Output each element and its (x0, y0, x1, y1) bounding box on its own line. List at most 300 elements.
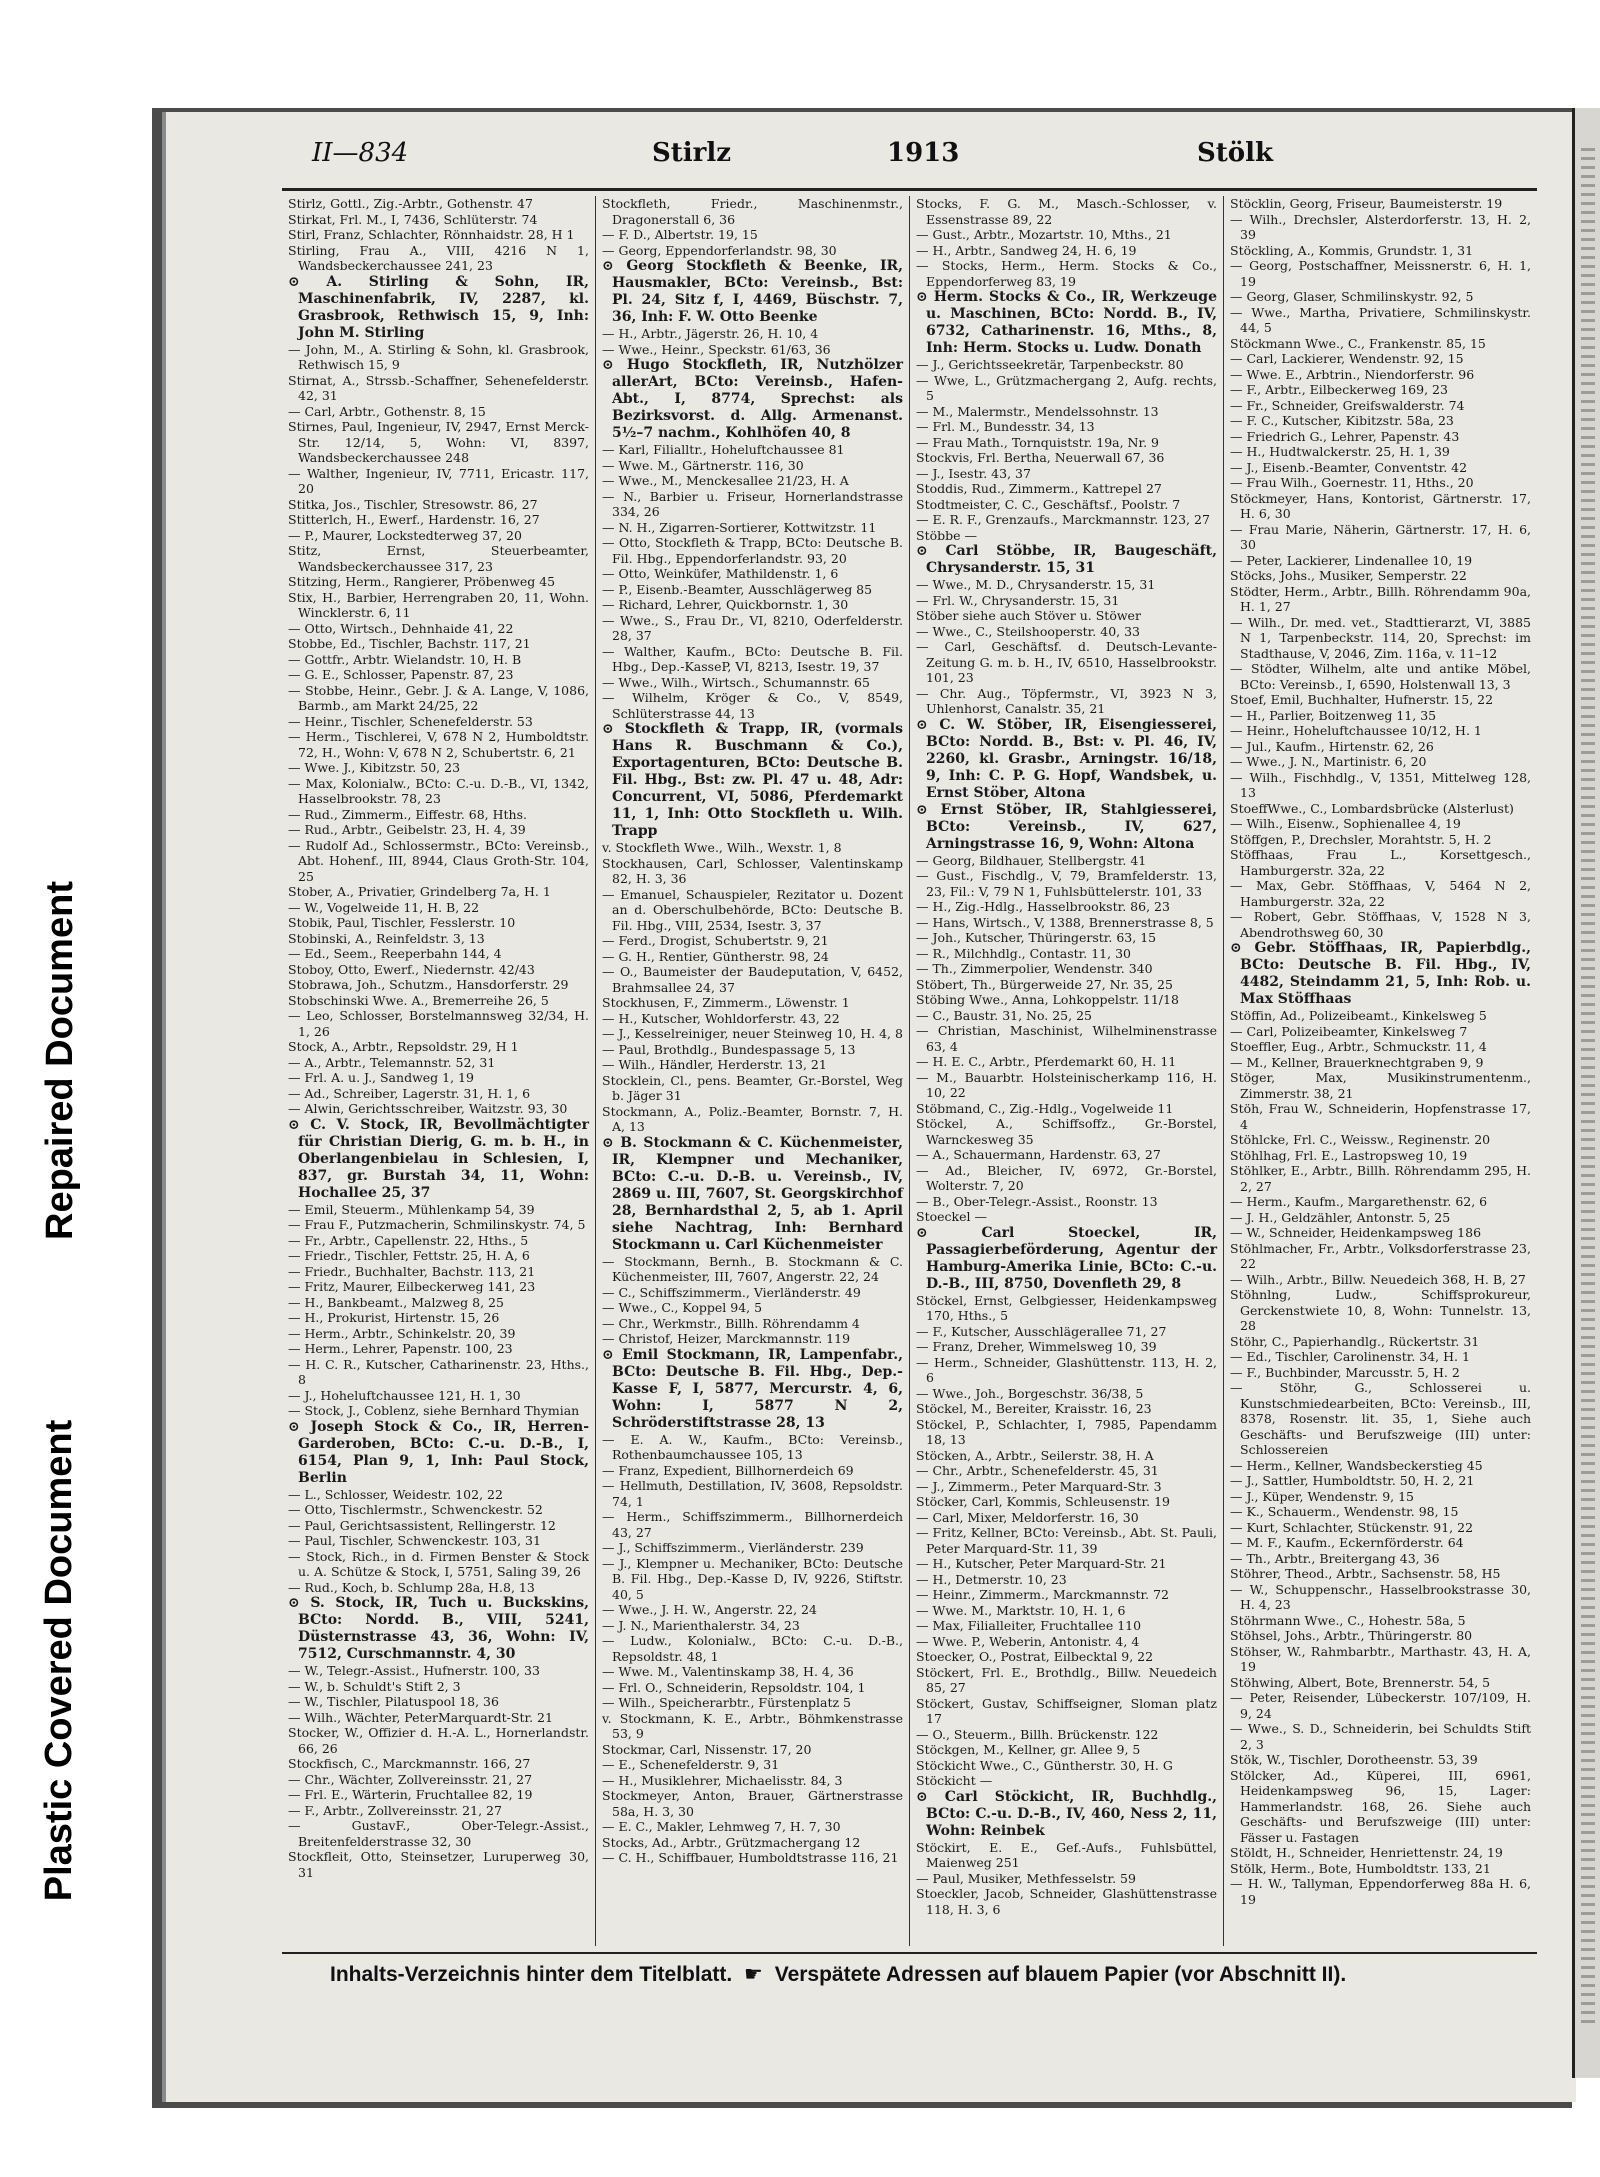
firm-entry: ⊙ Herm. Stocks & Co., IR, Werkzeuge u. Maschinen, BCto: Nordd. B., IV, 6732, Catharinenstr. 16, Mths., 8, Inh: Herm. Stocks u. Ludw. Donath (916, 289, 1217, 356)
directory-entry: — Frl. M., Bundesstr. 34, 13 (916, 419, 1095, 434)
directory-entry: — W., Schneider, Heidenkampsweg 186 (1230, 1225, 1482, 1240)
directory-entry: — Stöhr, G., Schlosserei u. Kunstschmiedearbeiten, BCto: Vereinsb., III, 8378, Rosenstr. lit. 35, 1, Siehe auch Geschäfts- und Berufszweige (III) unter: Schlossereien (1230, 1380, 1531, 1457)
directory-entry: — Wwe. M., Marktstr. 10, H. 1, 6 (916, 1602, 1126, 1618)
directory-entry: — Chr., Werkmstr., Billh. Röhrendamm 4 (602, 1315, 860, 1331)
directory-entry: — Wwe., Martha, Privatiere, Schmilinskystr. 44, 5 (1230, 304, 1531, 335)
directory-entry: — Max, Gebr. Stöffhaas, V, 5464 N 2, Hamburgerstr. 32a, 22 (1230, 878, 1531, 909)
directory-entry: — Otto, Wirtsch., Dehnhaide 41, 22 (288, 620, 514, 636)
directory-entry: Stöffhaas, Frau L., Korsettgesch., Hamburgerstr. 32a, 22 (1230, 847, 1531, 878)
directory-entry: Stöckert, Frl. E., Brothdlg., Billw. Neuedeich 85, 27 (916, 1664, 1217, 1695)
directory-entry: — Carl, Geschäftsf. d. Deutsch-Levante-Zeitung G. m. b. H., IV, 6510, Hasselbrookstr. 101, 23 (916, 639, 1217, 685)
directory-entry: Stöhlcke, Frl. C., Weissw., Reginenstr. 20 (1230, 1132, 1491, 1147)
directory-entry: — GustavF., Ober-Telegr.-Assist., Breitenfelderstrasse 32, 30 (288, 1818, 589, 1849)
directory-entry: — W., Telegr.-Assist., Hufnerstr. 100, 33 (288, 1663, 540, 1678)
firm-entry: ⊙ Carl Stöckicht, IR, Buchhdlg., BCto: C.-u. D.-B., IV, 460, Ness 2, 11, Wohn: Reinbek (916, 1788, 1217, 1839)
directory-entry: Stoddis, Rud., Zimmerm., Kattrepel 27 (916, 481, 1162, 496)
directory-entry: Stobrawa, Joh., Schutzm., Hansdorferstr. 29 (288, 977, 569, 992)
directory-entry: — A., Schauermann, Hardenstr. 63, 27 (916, 1147, 1161, 1162)
directory-entry: Stockhusen, F., Zimmerm., Löwenstr. 1 (602, 995, 850, 1010)
directory-entry: — Otto, Stockfleth & Trapp, BCto: Deutsche B. Fil. Hbg., Eppendorferlandstr. 93, 20 (602, 535, 903, 566)
directory-entry: — Wwe., S., Frau Dr., VI, 8210, Oderfelderstr. 28, 37 (602, 612, 903, 643)
directory-entry: — J. N., Marienthalerstr. 34, 23 (602, 1617, 800, 1633)
directory-entry: — J., Sattler, Humboldtstr. 50, H. 2, 21 (1230, 1473, 1475, 1488)
directory-entry: — Emanuel, Schauspieler, Rezitator u. Dozent an d. Oberschulbehörde, BCto: Deutsche B. Fil. Hbg., VIII, 2534, Isestr. 3, 37 (602, 886, 903, 933)
directory-entry: Stöckel, A., Schiffsoffz., Gr.-Borstel, Warnckesweg 35 (916, 1116, 1217, 1147)
firm-entry: ⊙ Carl Stöbbe, IR, Baugeschäft, Chrysanderstr. 15, 31 (916, 543, 1217, 576)
directory-entry: — Wwe., M., Menckesallee 21/23, H. A (602, 473, 849, 488)
directory-entry: Stöhnlng, Ludw., Schiffsprokureur, Gerckenstwiete 10, 8, Wohn: Tunnelstr. 13, 28 (1230, 1287, 1531, 1333)
directory-entry: — Georg, Bildhauer, Stellbergstr. 41 (916, 852, 1147, 868)
directory-entry: — Wilh., Speicherarbtr., Fürstenplatz 5 (602, 1695, 851, 1710)
column-4 (1224, 196, 1537, 1946)
directory-entry: Stöcker, Carl, Kommis, Schleusenstr. 19 (916, 1494, 1170, 1509)
directory-entry: — M., Kellner, Brauerknechtgraben 9, 9 (1230, 1054, 1484, 1070)
directory-entry: Stodtmeister, C. C., Geschäftsf., Poolstr. 7 (916, 496, 1181, 512)
directory-entry: — Franz, Expedient, Billhornerdeich 69 (602, 1462, 854, 1478)
directory-entry: — Joh., Kutscher, Thüringerstr. 63, 15 (916, 930, 1157, 945)
directory-entry: — Gust., Fischdlg., V, 79, Bramfelderstr. 13, 23, Fil.: V, 79 N 1, Fuhlsbüttelerstr. 101, 33 (916, 868, 1217, 899)
firm-entry: ⊙ Gebr. Stöffhaas, IR, Papierbdlg., BCto: Deutsche B. Fil. Hbg., IV, 4482, Steindamm 21, 5, Inh: Rob. u. Max Stöffhaas (1230, 940, 1531, 1007)
directory-entry: — H. W., Tallyman, Eppendorferweg 88a H. 6, 19 (1230, 1876, 1531, 1907)
directory-entry: — Paul, Musiker, Methfesselstr. 59 (916, 1870, 1136, 1886)
directory-entry: Stocklein, Cl., pens. Beamter, Gr.-Borstel, Weg b. Jäger 31 (602, 1072, 903, 1103)
directory-entry: Stöffgen, P., Drechsler, Morahtstr. 5, H. 2 (1230, 831, 1492, 847)
directory-entry: — F. D., Albertstr. 19, 15 (602, 227, 758, 242)
directory-entry: — Fritz, Maurer, Eilbeckerweg 141, 23 (288, 1279, 536, 1294)
directory-entry: Stitzing, Herm., Rangierer, Pröbenweg 45 (288, 574, 556, 589)
directory-entry: Stobbe, Ed., Tischler, Bachstr. 117, 21 (288, 636, 531, 651)
directory-entry: — Peter, Reisender, Lübeckerstr. 107/109, H. 9, 24 (1230, 1690, 1531, 1721)
directory-entry: Stoeffler, Eug., Arbtr., Schmuckstr. 11, 4 (1230, 1039, 1487, 1054)
directory-entry: — Max, Filialleiter, Fruchtallee 110 (916, 1618, 1142, 1633)
directory-entry: — Herm., Schiffszimmerm., Billhornerdeich 43, 27 (602, 1509, 903, 1540)
firm-entry: ⊙ Joseph Stock & Co., IR, Herren-Garderoben, BCto: C.-u. D.-B., I, 6154, Plan 9, 1, Inh: Paul Stock, Berlin (288, 1418, 589, 1486)
directory-entry: — H., Kutscher, Wohldorferstr. 43, 22 (602, 1010, 840, 1026)
directory-entry: — Georg, Postschaffner, Meissnerstr. 6, H. 1, 19 (1230, 258, 1531, 289)
directory-entry: Stobinski, A., Reinfeldstr. 3, 13 (288, 930, 485, 946)
directory-entry: — Christian, Maschinist, Wilhelminenstrasse 63, 4 (916, 1023, 1217, 1054)
directory-entry: — J., Eisenb.-Beamter, Conventstr. 42 (1230, 459, 1468, 475)
directory-entry: — H., Hudtwalckerstr. 25, H. 1, 39 (1230, 444, 1450, 459)
directory-entry: — Wwe., C., Steilshooperstr. 40, 33 (916, 623, 1140, 639)
footer-index-note: Inhalts-Verzeichnis hinter dem Titelblatt. (330, 1963, 733, 1986)
directory-entry: — Georg, Eppendorferlandstr. 98, 30 (602, 242, 837, 258)
directory-entry: — F. C., Kutscher, Kibitzstr. 58a, 23 (1230, 413, 1454, 428)
directory-entry: — Christof, Heizer, Marckmannstr. 119 (602, 1331, 851, 1346)
directory-entry: Stock, A., Arbtr., Repsoldstr. 29, H 1 (288, 1039, 519, 1054)
directory-entry: — Ad., Schreiber, Lagerstr. 31, H. 1, 6 (288, 1085, 531, 1101)
directory-entry: Stix, H., Barbier, Herrengraben 20, 11, Wohn. Wincklerstr. 6, 11 (288, 589, 589, 620)
firm-entry: ⊙ Carl Stoeckel, IR, Passagierbeförderung, Agentur der Hamburg-Amerika Linie, BCto: C.-u. D.-B., III, 8750, Dovenfleth 29, 8 (916, 1224, 1217, 1292)
directory-entry: StoeffWwe., C., Lombardsbrücke (Alsterlust) (1230, 800, 1514, 816)
directory-entry: — H., Parlier, Boitzenweg 11, 35 (1230, 707, 1437, 723)
directory-entry: Stirnat, A., Strssb.-Schaffner, Sehenefelderstr. 42, 31 (288, 372, 589, 403)
directory-entry: — F., Arbtr., Eilbeckerweg 169, 23 (1230, 382, 1448, 397)
directory-entry: Stobik, Paul, Tischler, Fesslerstr. 10 (288, 915, 516, 930)
directory-entry: — Heinr., Tischler, Schenefelderstr. 53 (288, 713, 533, 729)
directory-entry: — Wilh., Fischhdlg., V, 1351, Mittelweg 128, 13 (1230, 769, 1531, 800)
firm-entry: ⊙ S. Stock, IR, Tuch u. Buckskins, BCto: Nordd. B., VIII, 5241, Düsternstrasse 43, 36, Wohn: IV, 7512, Curschmannstr. 4, 30 (288, 1595, 589, 1662)
directory-entry: — Heinr., Hoheluftchaussee 10/12, H. 1 (1230, 723, 1482, 738)
directory-entry: — Frl. O., Schneiderin, Repsoldstr. 104, 1 (602, 1679, 866, 1695)
directory-entry: — H., Arbtr., Sandweg 24, H. 6, 19 (916, 242, 1137, 258)
directory-entry: — Carl, Mixer, Meldorferstr. 16, 30 (916, 1509, 1139, 1525)
directory-entry: — Herm., Kellner, Wandsbeckerstieg 45 (1230, 1457, 1483, 1473)
directory-entry: Stoeckler, Jacob, Schneider, Glashüttenstrasse 118, H. 3, 6 (916, 1886, 1217, 1917)
directory-entry: — Th., Arbtr., Breitergang 43, 36 (1230, 1550, 1440, 1566)
directory-entry: — Ed., Tischler, Carolinenstr. 34, H. 1 (1230, 1349, 1470, 1364)
directory-entry: Stockhausen, Carl, Schlosser, Valentinskamp 82, H. 3, 36 (602, 855, 903, 886)
directory-entry: Stöhlmacher, Fr., Arbtr., Volksdorferstrasse 23, 22 (1230, 1240, 1531, 1271)
directory-entry: — Wwe. M., Gärtnerstr. 116, 30 (602, 457, 804, 473)
directory-entry: — Wwe., C., Koppel 94, 5 (602, 1300, 763, 1315)
directory-entry: — E. A. W., Kaufm., BCto: Vereinsb., Rothenbaumchaussee 105, 13 (602, 1431, 903, 1462)
firm-entry: ⊙ Emil Stockmann, IR, Lampenfabr., BCto: Deutsche B. Fil. Hbg., Dep.-Kasse F, I, 5877, Mercurstr. 4, 6, Wohn: I, 5877 N 2, Schröderstiftstrasse 28, 13 (602, 1346, 903, 1431)
header-rule (282, 188, 1537, 191)
directory-entry: — Herm., Arbtr., Schinkelstr. 20, 39 (288, 1325, 516, 1341)
firm-entry: ⊙ C. V. Stock, IR, Bevollmächtigter für Christian Dierig, G. m. b. H., in Oberlangenbielau in Schlesien, I, 837, gr. Burstah 34, 11, Wohn: Hochallee 25, 37 (288, 1116, 589, 1201)
directory-entry: — Wilh., Dr. med. vet., Stadttierarzt, VI, 3885 N 1, Tarpenbeckstr. 114, 20, Sprechst: im Stadthause, V, 2046, Zim. 116a, v. 11–12 (1230, 614, 1531, 661)
directory-entry: — Herm., Schneider, Glashüttenstr. 113, H. 2, 6 (916, 1354, 1217, 1385)
directory-entry: — Wilhelm, Kröger & Co., V, 8549, Schlüterstrasse 44, 13 (602, 690, 903, 721)
directory-entry: — C., Baustr. 31, No. 25, 25 (916, 1007, 1092, 1023)
firm-entry: ⊙ Ernst Stöber, IR, Stahlgiesserei, BCto: Vereinsb., IV, 627, Arningstrasse 16, 9, Wohn: Altona (916, 801, 1217, 852)
column-1 (282, 196, 596, 1946)
firm-entry: ⊙ B. Stockmann & C. Küchenmeister, IR, Klempner und Mechaniker, BCto: C.-u. D.-B. u. Vereinsb., IV, 2869 u. III, 7607, St. Georgskirchhof 28, Bernhardsthal 2, 5, ab 1. April siehe Nachtrag, Inh: Bernhard Stockmann u. Carl Küchenmeister (602, 1134, 903, 1253)
directory-entry: — W., Vogelweide 11, H. B, 22 (288, 899, 480, 915)
directory-entry: — Rud., Zimmerm., Eiffestr. 68, Hths. (288, 806, 527, 822)
page-footer (330, 1962, 1530, 1987)
directory-entry: — Th., Zimmerpolier, Wendenstr. 340 (916, 961, 1153, 976)
directory-entry: Stöldt, H., Schneider, Henriettenstr. 24, 19 (1230, 1845, 1503, 1860)
directory-entry: — Friedr., Buchhalter, Bachstr. 113, 21 (288, 1263, 536, 1279)
directory-entry: — Wwe., J. H. W., Angerstr. 22, 24 (602, 1602, 817, 1617)
directory-entry: Stöckert, Gustav, Schiffseigner, Sloman platz 17 (916, 1695, 1217, 1726)
directory-entry: — W., b. Schuldt's Stift 2, 3 (288, 1678, 461, 1694)
directory-entry: — Wwe. P., Weberin, Antonistr. 4, 4 (916, 1633, 1140, 1649)
directory-entry: Stödter, Herm., Arbtr., Billh. Röhrendamm 90a, H. 1, 27 (1230, 583, 1531, 614)
firm-entry: ⊙ A. Stirling & Sohn, IR, Maschinenfabrik, IV, 2287, kl. Grasbrook, Rethwisch 15, 9, Inh: John M. Stirling (288, 273, 589, 341)
directory-entry: — Heinr., Zimmerm., Marckmannstr. 72 (916, 1587, 1169, 1602)
directory-entry: — A., Arbtr., Telemannstr. 52, 31 (288, 1054, 496, 1070)
directory-entry: — Wwe., Joh., Borgeschstr. 36/38, 5 (916, 1385, 1144, 1401)
plastic-covered-label (30, 1390, 90, 1930)
directory-entry: — P., Maurer, Lockstedterweg 37, 20 (288, 527, 522, 543)
header-last-entry: Stölk (1197, 138, 1274, 168)
directory-entry: — Frl. A. u. J., Sandweg 1, 19 (288, 1070, 474, 1085)
directory-entry: — H., Bankbeamt., Malzweg 8, 25 (288, 1294, 504, 1310)
plastic-covered-text: Plastic Covered Document (38, 1419, 81, 1901)
directory-entry: Stöcken, A., Arbtr., Seilerstr. 38, H. A (916, 1447, 1154, 1463)
directory-entry: — L., Schlosser, Weidestr. 102, 22 (288, 1486, 503, 1502)
directory-entry: — Gust., Arbtr., Mozartstr. 10, Mths., 21 (916, 227, 1172, 242)
directory-entry: — J., Kesselreiniger, neuer Steinweg 10, H. 4, 8 (602, 1026, 903, 1041)
directory-entry: — Paul, Tischler, Schwenckestr. 103, 31 (288, 1533, 541, 1548)
directory-entry: — Friedr., Tischler, Fettstr. 25, H. A, 6 (288, 1248, 530, 1263)
directory-entry: — Frau Wilh., Goernestr. 11, Hths., 20 (1230, 475, 1474, 490)
directory-entry: Stoboy, Otto, Ewerf., Niedernstr. 42/43 (288, 961, 535, 977)
directory-entry: Stöckmeyer, Hans, Kontorist, Gärtnerstr. 17, H. 6, 30 (1230, 490, 1531, 521)
directory-entry: Stöhrer, Theod., Arbtr., Sachsenstr. 58, H5 (1230, 1566, 1501, 1581)
directory-entry: — John, M., A. Stirling & Sohn, kl. Grasbrook, Rethwisch 15, 9 (288, 341, 589, 372)
directory-entry: — Fr., Arbtr., Capellenstr. 22, Hths., 5 (288, 1232, 529, 1248)
directory-entry: — Wilh., Händler, Herderstr. 13, 21 (602, 1057, 827, 1072)
directory-entry: — Chr. Aug., Töpfermstr., VI, 3923 N 3, Uhlenhorst, Canalstr. 35, 21 (916, 685, 1217, 716)
directory-entry: Stöbing Wwe., Anna, Lohkoppelstr. 11/18 (916, 992, 1179, 1007)
directory-entry: — H., Kutscher, Peter Marquard-Str. 21 (916, 1556, 1167, 1571)
directory-entry: — Robert, Gebr. Stöffhaas, V, 1528 N 3, Abendrothsweg 60, 30 (1230, 909, 1531, 940)
directory-entry: — G. H., Rentier, Güntherstr. 98, 24 (602, 948, 829, 964)
directory-entry: — H., Zig.-Hdlg., Hasselbrookstr. 86, 23 (916, 899, 1170, 914)
directory-entry: — Ferd., Drogist, Schubertstr. 9, 21 (602, 933, 829, 948)
directory-entry: — H., Musiklehrer, Michaelisstr. 84, 3 (602, 1772, 843, 1788)
directory-entry: — J., Schiffszimmerm., Vierländerstr. 239 (602, 1540, 864, 1555)
directory-entry: Stöckel, M., Bereiter, Kraisstr. 16, 23 (916, 1401, 1152, 1416)
directory-entry: — H., Detmerstr. 10, 23 (916, 1571, 1067, 1587)
footer-rule (282, 1952, 1537, 1954)
directory-entry: — J. H., Geldzähler, Antonstr. 5, 25 (1230, 1209, 1451, 1225)
directory-entry: — O., Baumeister der Baudeputation, V, 6452, Brahmsallee 24, 37 (602, 964, 903, 995)
directory-entry: — Wwe., J. N., Martinistr. 6, 20 (1230, 754, 1427, 769)
directory-entry: — Wwe, L., Grützmachergang 2, Aufg. rechts, 5 (916, 372, 1217, 403)
directory-entry: — B., Ober-Telegr.-Assist., Roonstr. 13 (916, 1193, 1158, 1209)
directory-entry: — K., Schauerm., Wendenstr. 98, 15 (1230, 1504, 1459, 1519)
directory-entry: — Paul, Gerichtsassistent, Rellingerstr. 12 (288, 1517, 556, 1533)
directory-entry: — M. F., Kaufm., Eckernförderstr. 64 (1230, 1535, 1464, 1550)
directory-entry: Stöckirt, E. E., Gef.-Aufs., Fuhlsbüttel, Maienweg 251 (916, 1839, 1217, 1870)
directory-entry: — Herm., Kaufm., Margarethenstr. 62, 6 (1230, 1194, 1488, 1209)
directory-entry: — Peter, Lackierer, Lindenallee 10, 19 (1230, 552, 1473, 568)
directory-entry: Stockfleth, Friedr., Maschinenmstr., Dragonerstall 6, 36 (602, 196, 903, 227)
directory-entry: Stockfisch, C., Marckmannstr. 166, 27 (288, 1756, 531, 1771)
directory-entry: — N. H., Zigarren-Sortierer, Kottwitzstr. 11 (602, 519, 877, 535)
directory-entry: Stöber siehe auch Stöver u. Stöwer (916, 608, 1141, 623)
directory-entry: — J., Küper, Wendenstr. 9, 15 (1230, 1488, 1415, 1504)
directory-entry: Stöh, Frau W., Schneiderin, Hopfenstrasse 17, 4 (1230, 1101, 1531, 1132)
directory-entry: — Frl. W., Chrysanderstr. 15, 31 (916, 592, 1120, 608)
directory-entry: — J., Hoheluftchaussee 121, H. 1, 30 (288, 1387, 521, 1403)
directory-entry: — F., Kutscher, Ausschlägerallee 71, 27 (916, 1323, 1167, 1339)
directory-entry: — Stödter, Wilhelm, alte und antike Möbel, BCto: Vereinsb., I, 6590, Holstenwall 13, 3 (1230, 661, 1531, 692)
pointing-hand-icon: ☛ (744, 1962, 763, 1986)
firm-entry: ⊙ C. W. Stöber, IR, Eisengiesserei, BCto: Nordd. B., Bst: v. Pl. 46, IV, 2260, kl. Grasbr., Arningstr. 16/18, 9, Inh: C. P. G. Hopf, Wandsbek, u. Ernst Stöber, Altona (916, 716, 1217, 801)
directory-entry: — Stock, Rich., in d. Firmen Benster & Stock u. A. Schütze & Stock, I, 5751, Saling 39, 26 (288, 1548, 589, 1579)
directory-entry: — Otto, Tischlermstr., Schwenckestr. 52 (288, 1502, 543, 1517)
directory-entry: — Wwe., S. D., Schneiderin, bei Schuldts Stift 2, 3 (1230, 1721, 1531, 1752)
directory-entry: — Friedrich G., Lehrer, Papenstr. 43 (1230, 428, 1460, 444)
directory-entry: v. Stockmann, K. E., Arbtr., Böhmkenstrasse 53, 9 (602, 1710, 903, 1741)
directory-entry: Stöcks, Johs., Musiker, Semperstr. 22 (1230, 568, 1467, 583)
directory-entry: Stitz, Ernst, Steuerbeamter, Wandsbeckerchaussee 317, 23 (288, 543, 589, 574)
directory-entry: — Otto, Weinküfer, Mathildenstr. 1, 6 (602, 566, 839, 581)
directory-entry: — J., Isestr. 43, 37 (916, 465, 1031, 481)
directory-entry: Stöbert, Th., Bürgerweide 27, Nr. 35, 25 (916, 976, 1173, 992)
directory-entry: — Hellmuth, Destillation, IV, 3608, Repsoldstr. 74, 1 (602, 1478, 903, 1509)
repaired-label (30, 820, 90, 1300)
directory-entry: — Georg, Glaser, Schmilinskystr. 92, 5 (1230, 289, 1474, 304)
directory-entry: — Richard, Lehrer, Quickbornstr. 1, 30 (602, 597, 849, 612)
directory-entry: — P., Eisenb.-Beamter, Ausschlägerweg 85 (602, 581, 873, 597)
directory-entry: Stober, A., Privatier, Grindelberg 7a, H. 1 (288, 884, 551, 899)
directory-entry: — Ad., Bleicher, IV, 6972, Gr.-Borstel, Wolterstr. 7, 20 (916, 1162, 1217, 1193)
firm-entry: ⊙ Stockfleth & Trapp, IR, (vormals Hans R. Buschmann & Co.), Exportagenturen, BCto: Deutsche B. Fil. Hbg., Bst: zw. Pl. 47 u. 48, Adr: Concurrent, VI, 5086, Pferdemarkt 11, 1, Inh: Otto Stockfleth u. Wilh. Trapp (602, 721, 903, 839)
directory-entry: — Kurt, Schlachter, Stückenstr. 91, 22 (1230, 1519, 1474, 1535)
directory-entry: Stöhlhag, Frl. E., Lastropsweg 10, 19 (1230, 1147, 1468, 1163)
directory-entry: — Wwe. J., Kibitzstr. 50, 23 (288, 760, 461, 775)
directory-entry: — E. C., Makler, Lehmweg 7, H. 7, 30 (602, 1819, 841, 1834)
directory-entry: — J., Zimmerm., Peter Marquard-Str. 3 (916, 1478, 1162, 1494)
directory-entry: — W., Schuppenschr., Hasselbrookstrasse 30, H. 4, 23 (1230, 1581, 1531, 1612)
directory-entry: — Herm., Tischlerei, V, 678 N 2, Humboldtstr. 72, H., Wohn: V, 678 N 2, Schubertstr. 6, 21 (288, 729, 589, 760)
directory-entry: — M., Bauarbtr. Holsteinischerkamp 116, H. 10, 22 (916, 1069, 1217, 1100)
directory-entry: Stöffin, Ad., Polizeibeamt., Kinkelsweg 5 (1230, 1008, 1487, 1023)
directory-entry: — Paul, Brothdlg., Bundespassage 5, 13 (602, 1041, 856, 1057)
directory-entry: Stöckling, A., Kommis, Grundstr. 1, 31 (1230, 242, 1474, 258)
directory-entry: Stockmann, A., Poliz.-Beamter, Bornstr. 7, H. A, 13 (602, 1103, 903, 1134)
directory-entry: Stöhrmann Wwe., C., Hohestr. 58a, 5 (1230, 1612, 1466, 1628)
directory-entry: Stirlz, Gottl., Zig.-Arbtr., Gothenstr. 47 (288, 196, 533, 211)
directory-entry: — Chr., Arbtr., Schenefelderstr. 45, 31 (916, 1463, 1159, 1478)
directory-entry: Stöhlker, E., Arbtr., Billh. Röhrendamm 295, H. 2, 27 (1230, 1163, 1531, 1194)
directory-entry: — Fritz, Kellner, BCto: Vereinsb., Abt. St. Pauli, Peter Marquard-Str. 11, 39 (916, 1525, 1217, 1556)
firm-entry: ⊙ Georg Stockfleth & Beenke, IR, Hausmakler, BCto: Vereinsb., Bst: Pl. 24, Sitz f, I, 4469, Büschstr. 7, 36, Inh: F. W. Otto Beenke (602, 258, 903, 325)
directory-entry: — H. E. C., Arbtr., Pferdemarkt 60, H. 11 (916, 1054, 1177, 1069)
directory-entry: Stök, W., Tischler, Dorotheenstr. 53, 39 (1230, 1752, 1478, 1767)
directory-entry: — Herm., Lehrer, Papenstr. 100, 23 (288, 1341, 513, 1356)
column-2 (596, 196, 910, 1946)
directory-entry: Stoef, Emil, Buchhalter, Hufnerstr. 15, 22 (1230, 692, 1494, 707)
directory-entry: Stöbmand, C., Zig.-Hdlg., Vogelweide 11 (916, 1100, 1174, 1116)
directory-entry: — Karl, Filialltr., Hoheluftchaussee 81 (602, 442, 845, 457)
directory-entry: — H. C. R., Kutscher, Catharinenstr. 23, Hths., 8 (288, 1356, 589, 1387)
directory-entry: Stocker, W., Offizier d. H.-A. L., Hornerlandstr. 66, 26 (288, 1725, 589, 1756)
directory-entry: Stirling, Frau A., VIII, 4216 N 1, Wandsbeckerchaussee 241, 23 (288, 242, 589, 273)
directory-entry: — Frau Marie, Näherin, Gärtnerstr. 17, H. 6, 30 (1230, 521, 1531, 552)
repaired-text: Repaired Document (38, 880, 81, 1240)
directory-columns (282, 196, 1537, 1946)
directory-entry: — M., Malermstr., Mendelssohnstr. 13 (916, 403, 1159, 419)
directory-entry: — N., Barbier u. Friseur, Hornerlandstrasse 334, 26 (602, 488, 903, 519)
directory-entry: — Frau Math., Tornquiststr. 19a, Nr. 9 (916, 434, 1159, 450)
directory-entry: — Gottfr., Arbtr. Wielandstr. 10, H. B (288, 651, 522, 667)
directory-entry: — Rudolf Ad., Schlossermstr., BCto: Vereinsb., Abt. Hohenf., III, 8944, Claus Groth-Str. 104, 25 (288, 837, 589, 884)
directory-entry: Stoeckel — (916, 1209, 987, 1224)
directory-entry: — E. R. F., Grenzaufs., Marckmannstr. 123, 27 (916, 512, 1210, 527)
directory-entry: Stöhr, C., Papierhandlg., Rückertstr. 31 (1230, 1333, 1480, 1349)
footer-late-addresses: Verspätete Adressen auf blauem Papier (774, 1963, 1169, 1986)
directory-entry: Stobschinski Wwe. A., Bremerreihe 26, 5 (288, 992, 549, 1008)
directory-entry: — H., Arbtr., Jägerstr. 26, H. 10, 4 (602, 326, 819, 341)
directory-entry: Stöger, Max, Musikinstrumentenm., Zimmerstr. 38, 21 (1230, 1070, 1531, 1101)
directory-entry: Stocks, Ad., Arbtr., Grützmachergang 12 (602, 1834, 861, 1850)
directory-entry: — E., Schenefelderstr. 9, 31 (602, 1757, 780, 1772)
directory-entry: — Frau F., Putzmacherin, Schmilinskystr. 74, 5 (288, 1217, 586, 1232)
directory-entry: Stöhsel, Johs., Arbtr., Thüringerstr. 80 (1230, 1628, 1473, 1643)
directory-entry: — Carl, Polizeibeamter, Kinkelsweg 7 (1230, 1023, 1468, 1039)
directory-entry: — R., Milchhdlg., Contastr. 11, 30 (916, 945, 1131, 961)
directory-entry: Stöckmann Wwe., C., Frankenstr. 85, 15 (1230, 335, 1486, 351)
directory-entry: — Rud., Arbtr., Geibelstr. 23, H. 4, 39 (288, 822, 526, 837)
directory-entry: Stocks, F. G. M., Masch.-Schlosser, v. Essenstrasse 89, 22 (916, 196, 1217, 227)
directory-entry: Stöckgen, M., Kellner, gr. Allee 9, 5 (916, 1742, 1141, 1757)
directory-entry: — Frl. E., Wärterin, Fruchtallee 82, 19 (288, 1787, 533, 1802)
directory-entry: — Fr., Schneider, Greifswalderstr. 74 (1230, 397, 1465, 413)
directory-entry: — Ed., Seem., Reeperbahn 144, 4 (288, 946, 502, 961)
directory-entry: — Stocks, Herm., Herm. Stocks & Co., Eppendorferweg 83, 19 (916, 258, 1217, 289)
page-number: II—834 (312, 138, 409, 168)
directory-entry: — Franz, Dreher, Wimmelsweg 10, 39 (916, 1339, 1157, 1354)
next-page-text-stripe (1581, 148, 1595, 2028)
directory-entry: — Wwe. M., Valentinskamp 38, H. 4, 36 (602, 1664, 854, 1679)
directory-entry: — Wwe., Wilh., Wirtsch., Schumannstr. 65 (602, 674, 870, 690)
directory-entry: Stockfleit, Otto, Steinsetzer, Luruperweg 30, 31 (288, 1849, 589, 1880)
page-header (312, 138, 1512, 178)
directory-entry: Stockmar, Carl, Nissenstr. 17, 20 (602, 1741, 812, 1757)
directory-entry: Stitka, Jos., Tischler, Stresowstr. 86, 27 (288, 496, 538, 512)
directory-entry: — Wilh., Eisenw., Sophienallee 4, 19 (1230, 816, 1461, 831)
directory-entry: — Max, Kolonialw., BCto: C.-u. D.-B., VI, 1342, Hasselbrookstr. 78, 23 (288, 775, 589, 806)
directory-entry: — O., Steuerm., Billh. Brückenstr. 122 (916, 1726, 1159, 1742)
directory-entry: Stölk, Herm., Bote, Humboldtstr. 133, 21 (1230, 1860, 1491, 1876)
firm-entry: ⊙ Hugo Stockfleth, IR, Nutzhölzer allerArt, BCto: Vereinsb., Hafen-Abt., I, 8774, Sprechst: als Bezirksvorst. d. Allg. Armenanst. 5½–7 nachm., Kohlhöfen 40, 8 (602, 357, 903, 441)
directory-entry: — Wilh., Arbtr., Billw. Neuedeich 368, H. B, 27 (1230, 1271, 1526, 1287)
directory-entry: — Wilh., Wächter, PeterMarquardt-Str. 21 (288, 1709, 553, 1725)
directory-entry: Stoecker, O., Postrat, Eilbecktal 9, 22 (916, 1649, 1154, 1664)
footer-section-note: (vor Abschnitt II). (1174, 1963, 1347, 1986)
directory-entry: — Carl, Lackierer, Wendenstr. 92, 15 (1230, 351, 1464, 366)
directory-entry: — F., Buchbinder, Marcusstr. 5, H. 2 (1230, 1364, 1460, 1380)
directory-entry: Stöbbe — (916, 527, 977, 543)
directory-entry: — Jul., Kaufm., Hirtenstr. 62, 26 (1230, 738, 1434, 754)
directory-entry: Stockmeyer, Anton, Brauer, Gärtnerstrasse 58a, H. 3, 30 (602, 1788, 903, 1819)
directory-entry: — Hans, Wirtsch., V, 1388, Brennerstrasse 8, 5 (916, 914, 1214, 930)
directory-entry: Stirnes, Paul, Ingenieur, IV, 2947, Ernst Merck-Str. 12/14, 5, Wohn: VI, 8397, Wandsbeckerchaussee 248 (288, 419, 589, 465)
next-page-edge (1572, 108, 1600, 2078)
directory-entry: Stitterlch, H., Ewerf., Hardenstr. 16, 27 (288, 512, 540, 527)
directory-entry: — C., Schiffszimmerm., Vierländerstr. 49 (602, 1284, 861, 1300)
directory-entry: — Carl, Arbtr., Gothenstr. 8, 15 (288, 403, 486, 419)
column-3 (910, 196, 1224, 1946)
directory-entry: — Emil, Steuerm., Mühlenkamp 54, 39 (288, 1201, 535, 1217)
directory-entry: — G. E., Schlosser, Papenstr. 87, 23 (288, 667, 514, 682)
directory-entry: — Wwe. E., Arbtrin., Niendorferstr. 96 (1230, 366, 1475, 382)
directory-entry: — Wwe., M. D., Chrysanderstr. 15, 31 (916, 577, 1156, 592)
directory-entry: Stockvis, Frl. Bertha, Neuerwall 67, 36 (916, 450, 1165, 465)
directory-entry: — Walther, Kaufm., BCto: Deutsche B. Fil. Hbg., Dep.-KasseP, VI, 8213, Isestr. 19, 37 (602, 643, 903, 674)
directory-entry: — Alwin, Gerichtsschreiber, Waitzstr. 93, 30 (288, 1101, 568, 1116)
directory-entry: Stöckicht — (916, 1773, 993, 1788)
directory-entry: — Rud., Koch, b. Schlump 28a, H.8, 13 (288, 1579, 535, 1595)
directory-entry: — Stobbe, Heinr., Gebr. J. & A. Lange, V, 1086, Barmb., am Markt 24/25, 22 (288, 682, 589, 713)
directory-entry: v. Stockfleth Wwe., Wilh., Wexstr. 1, 8 (602, 840, 842, 855)
directory-entry: — Ludw., Kolonialw., BCto: C.-u. D.-B., Repsoldstr. 48, 1 (602, 1633, 903, 1664)
directory-entry: Stölcker, Ad., Küperei, III, 6961, Heidenkampsweg 96, 15, Lager: Hammerlandstr. 168, 26. Siehe auch Geschäfts- und Berufszweige (III) unter: Fässer u. Fastagen (1230, 1767, 1531, 1845)
directory-entry: Stöhwing, Albert, Bote, Brennerstr. 54, 5 (1230, 1674, 1491, 1690)
directory-entry: — F., Arbtr., Zollvereinsstr. 21, 27 (288, 1802, 502, 1818)
directory-entry: — H., Prokurist, Hirtenstr. 15, 26 (288, 1310, 500, 1325)
directory-entry: — J., Gerichtsseekretär, Tarpenbeckstr. 80 (916, 357, 1184, 372)
directory-entry: Stöcklin, Georg, Friseur, Baumeisterstr. 19 (1230, 196, 1503, 211)
directory-entry: Stöckicht Wwe., C., Güntherstr. 30, H. G (916, 1757, 1173, 1773)
directory-entry: — J., Klempner u. Mechaniker, BCto: Deutsche B. Fil. Hbg., Dep.-Kasse D, IV, 9226, Stiftstr. 40, 5 (602, 1555, 903, 1602)
directory-entry: — Stock, J., Coblenz, siehe Bernhard Thymian (288, 1403, 580, 1418)
directory-entry: Stöckel, Ernst, Gelbgiesser, Heidenkampsweg 170, Hths., 5 (916, 1292, 1217, 1323)
header-year: 1913 (887, 138, 960, 168)
directory-entry: — W., Tischler, Pilatuspool 18, 36 (288, 1694, 499, 1709)
directory-entry: — Chr., Wächter, Zollvereinsstr. 21, 27 (288, 1771, 533, 1787)
directory-entry: Stöckel, P., Schlachter, I, 7985, Papendamm 18, 13 (916, 1416, 1217, 1447)
directory-entry: — Wilh., Drechsler, Alsterdorferstr. 13, H. 2, 39 (1230, 211, 1531, 242)
